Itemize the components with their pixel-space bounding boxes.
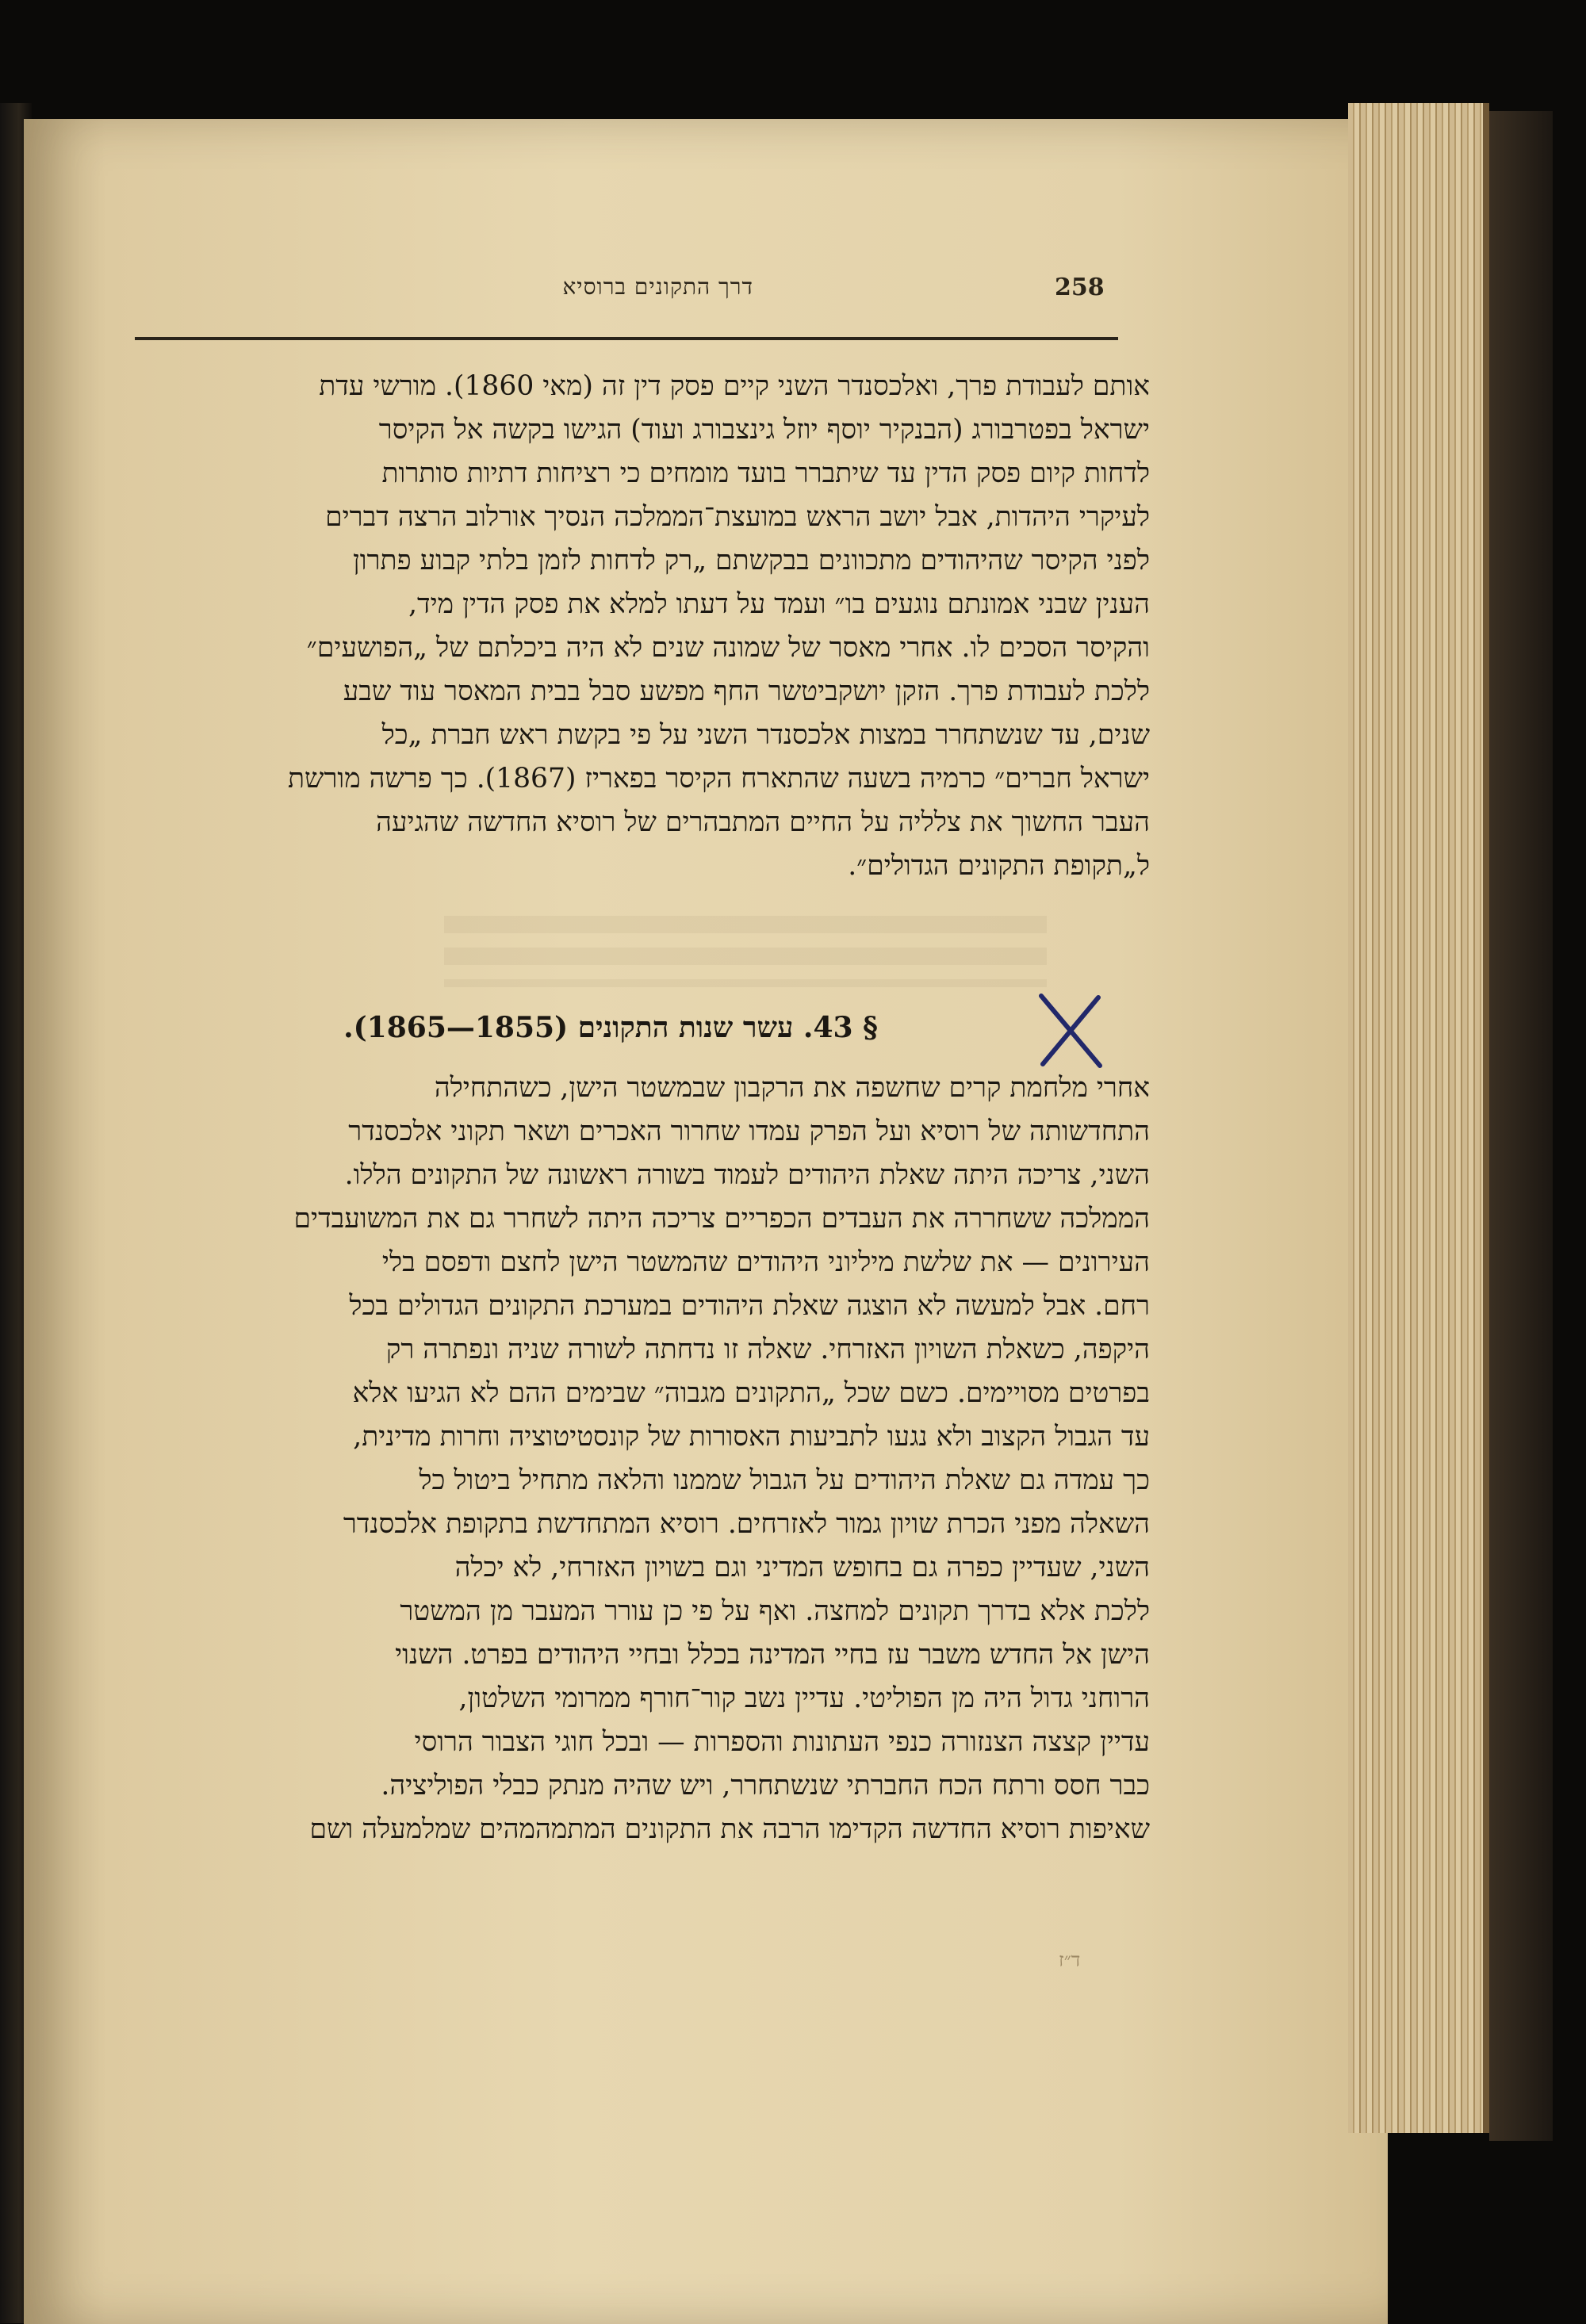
- text-line: לעיקרי היהדות, אבל יושב הראש במועצת־הממלכה הנסיך אורלוב הרצה דברים: [325, 501, 1150, 533]
- text-line: אותם לעבודת פרך, ואלכסנדר השני קיים פסק דין זה (מאי 1860). מורשי עדת: [319, 370, 1150, 402]
- text-line: כך עמדה גם שאלת היהודים על הגבול שממנו והלאה מתחיל ביטול כל: [419, 1464, 1150, 1496]
- running-head: דרך התקונים ברוסיא: [562, 274, 753, 300]
- text-line: ל„תקופת התקונים הגדולים״.: [848, 850, 1150, 882]
- book-cover-right: [1489, 111, 1553, 2141]
- page-edges: [1348, 103, 1489, 2133]
- text-line: העירונים — את שלשת מיליוני היהודים שהמשטר הישן לחצם ודפסם בלי: [381, 1246, 1150, 1278]
- text-line: הממלכה ששחררה את העבדים הכפריים צריכה היתה לשחרר גם את המשועבדים: [293, 1203, 1150, 1235]
- text-line: ללכת אלא בדרך תקונים למחצה. ואף על פי כן עורר המעבר מן המשטר: [400, 1595, 1150, 1627]
- text-line: כבר חסס ורתח הכח החברתי שנשתחרר, ויש שהיה מנתק כבלי הפוליציה.: [381, 1770, 1150, 1801]
- text-line: שנים, עד שנשתחרר במצות אלכסנדר השני על פי בקשת ראש חברת „כל: [381, 719, 1150, 751]
- text-line: לפני הקיסר שהיהודים מתכוונים בבקשתם „רק לדחות לזמן בלתי קבוע פתרון: [352, 545, 1150, 576]
- text-line: ישראל חברים״ כרמיה בשעה שהתארח הקיסר בפאריז (1867). כך פרשה מורשת: [288, 763, 1150, 794]
- handwritten-x-mark: [1035, 991, 1106, 1070]
- text-line: עד הגבול הקצוב ולא נגעו לתביעות האסורות של קונסטיטוציה וחרות מדינית,: [353, 1421, 1150, 1453]
- text-line: השאלה מפני הכרת שויון גמור לאזרחים. רוסיא המתחדשת בתקופת אלכסנדר: [343, 1508, 1150, 1540]
- text-line: אחרי מלחמת קרים שחשפה את הרקבון שבמשטר הישן, כשהתחילה: [434, 1072, 1150, 1104]
- text-line: הענין שבני אמונתם נוגעים בו״ ועמד על דעתו למלא את פסק הדין מיד,: [408, 588, 1150, 620]
- text-line: השני, צריכה היתה שאלת היהודים לעמוד בשורה ראשונה של התקונים הללו.: [344, 1159, 1150, 1191]
- text-line: שאיפות רוסיא החדשה הקדימו הרבה את התקונים המתמהמהים שמלמעלה ושם: [309, 1813, 1150, 1845]
- page-header: [135, 274, 1118, 313]
- text-line: הישן אל החדש משבר עז בחיי המדינה בכלל ובחיי היהודים בפרט. השנוי: [395, 1639, 1150, 1671]
- text-line: היקפה, כשאלת השויון האזרחי. שאלה זו נדחתה לשורה שניה ונפתרה רק: [385, 1334, 1150, 1365]
- text-line: העבר החשוך את צלליה על החיים המתבהרים של רוסיא החדשה שהגיעה: [376, 806, 1150, 838]
- text-line: השני, שעדיין כפרה גם בחופש המדיני וגם בשויון האזרחי, לא יכלה: [454, 1552, 1150, 1583]
- printer-signature: ד״ז: [1059, 1949, 1081, 1971]
- show-through-text: [444, 916, 1047, 987]
- text-line: והקיסר הסכים לו. אחרי מאסר של שמונה שנים לא היה ביכלתם של „הפושעים״: [306, 632, 1150, 664]
- text-line: לדחות קיום פסק הדין עד שיתברר בועד מומחים כי רציחות דתיות סותרות: [381, 458, 1150, 489]
- text-line: ישראל בפטרבורג (הבנקיר יוסף יוזל גינצבורג ועוד) הגישו בקשה אל הקיסר: [378, 414, 1150, 446]
- paragraph-2: [143, 1066, 1150, 1851]
- text-line: רחם. אבל למעשה לא הוצגה שאלת היהודים במערכת התקונים הגדולים בכל: [349, 1290, 1150, 1322]
- text-line: בפרטים מסויימים. כשם שכל „התקונים מגבוה״ שבימים ההם לא הגיעו אלא: [352, 1377, 1150, 1409]
- section-heading: § 43. עשר שנות התקונים (1855—1865).: [343, 1011, 878, 1044]
- page-number: 258: [1055, 274, 1105, 301]
- text-line: ללכת לעבודת פרך. הזקן יושקביטשר החף מפשע סבל בבית המאסר עוד שבע: [343, 676, 1150, 707]
- header-rule: [135, 337, 1118, 340]
- text-line: עדיין קצצה הצנזורה כנפי העתונות והספרות — ובכל חוגי הצבור הרוסי: [414, 1726, 1150, 1758]
- text-line: התחדשותה של רוסיא ועל הפרק עמדו שחרור האכרים ושאר תקוני אלכסנדר: [348, 1116, 1150, 1147]
- text-line: הרוחני גדול היה מן הפוליטי. עדיין נשב קור־חורף ממרומי השלטון,: [458, 1683, 1150, 1714]
- paragraph-1: [143, 365, 1150, 888]
